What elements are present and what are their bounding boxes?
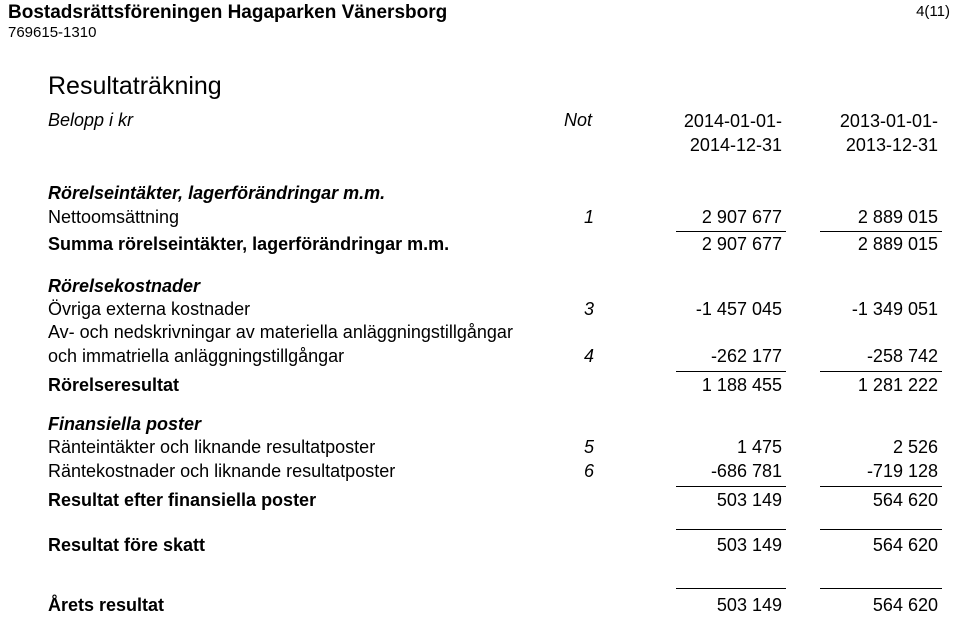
row-label: Av- och nedskrivningar av materiella anläggningstillgångar (48, 322, 513, 342)
row-label: Finansiella poster (48, 414, 202, 434)
row-previous-value: 1 281 222 (857, 375, 938, 395)
current-period-header (684, 109, 782, 157)
page-title: Resultaträkning (48, 72, 222, 100)
row-previous-value: 564 620 (872, 535, 938, 555)
row-previous-value: 2 889 015 (857, 234, 938, 254)
row-label: Räntekostnader och liknande resultatposter (48, 461, 396, 481)
previous-period-start: 2013-01-01- (839, 111, 938, 131)
subtotal-rule (820, 231, 942, 232)
row-label: Rörelsekostnader (48, 276, 201, 296)
table-row (0, 322, 960, 346)
table-row (0, 299, 960, 323)
section-heading-operating-income (0, 183, 960, 207)
subtotal-row (0, 375, 960, 399)
current-period-start: 2014-01-01- (683, 111, 782, 131)
table-row (0, 207, 960, 231)
subtotal-rule (676, 486, 786, 487)
subtotal-rule (820, 486, 942, 487)
row-current-value: 1 188 455 (701, 375, 782, 395)
section-heading-financial-items (0, 414, 960, 438)
table-row (0, 437, 960, 461)
previous-period-header (840, 109, 938, 157)
row-current-value: -1 457 045 (695, 299, 782, 319)
row-previous-value: -1 349 051 (851, 299, 938, 319)
subtotal-rule (820, 588, 942, 589)
row-label: Summa rörelseintäkter, lagerförändringar m.m. (48, 234, 450, 254)
subtotal-rule (820, 529, 942, 530)
row-previous-value: 2 889 015 (857, 207, 938, 227)
row-note: 4 (584, 346, 595, 366)
row-label: Rörelseintäkter, lagerförändringar m.m. (48, 183, 386, 203)
row-previous-value: 564 620 (872, 490, 938, 510)
row-label: och immatriella anläggningstillgångar (48, 346, 345, 366)
row-previous-value: 564 620 (872, 595, 938, 615)
subtotal-rule (820, 371, 942, 372)
row-label: Nettoomsättning (48, 207, 180, 227)
row-note: 3 (584, 299, 595, 319)
section-heading-operating-expenses (0, 276, 960, 300)
row-label: Ränteintäkter och liknande resultatposter (48, 437, 376, 457)
subtotal-row (0, 535, 960, 559)
row-previous-value: 2 526 (892, 437, 938, 457)
row-label: Resultat efter finansiella poster (48, 490, 317, 510)
row-label: Årets resultat (48, 595, 165, 615)
organization-number: 769615-1310 (8, 24, 97, 41)
subtotal-rule (676, 588, 786, 589)
row-current-value: -686 781 (710, 461, 782, 481)
table-row (0, 346, 960, 370)
subtotal-rule (676, 371, 786, 372)
row-previous-value: -258 742 (866, 346, 938, 366)
row-note: 6 (584, 461, 595, 481)
row-current-value: 503 149 (716, 490, 782, 510)
row-note: 1 (584, 207, 595, 227)
row-label: Resultat före skatt (48, 535, 206, 555)
row-current-value: 503 149 (716, 595, 782, 615)
row-current-value: -262 177 (710, 346, 782, 366)
subtotal-rule (676, 529, 786, 530)
row-label: Övriga externa kostnader (48, 299, 251, 319)
row-current-value: 2 907 677 (701, 234, 782, 254)
total-row-net-result (0, 595, 960, 619)
previous-period-end: 2013-12-31 (845, 135, 938, 155)
table-row (0, 461, 960, 485)
row-current-value: 1 475 (736, 437, 782, 457)
subtotal-row (0, 234, 960, 258)
row-label: Rörelseresultat (48, 375, 180, 395)
subtotal-rule (676, 231, 786, 232)
row-previous-value: -719 128 (866, 461, 938, 481)
note-column-header: Not (564, 110, 593, 130)
subtotal-row (0, 490, 960, 514)
organization-name: Bostadsrättsföreningen Hagaparken Vänersborg (8, 2, 448, 23)
row-current-value: 503 149 (716, 535, 782, 555)
row-note: 5 (584, 437, 595, 457)
row-current-value: 2 907 677 (701, 207, 782, 227)
page-number: 4(11) (916, 3, 950, 20)
amount-unit-label: Belopp i kr (48, 110, 134, 130)
current-period-end: 2014-12-31 (689, 135, 782, 155)
